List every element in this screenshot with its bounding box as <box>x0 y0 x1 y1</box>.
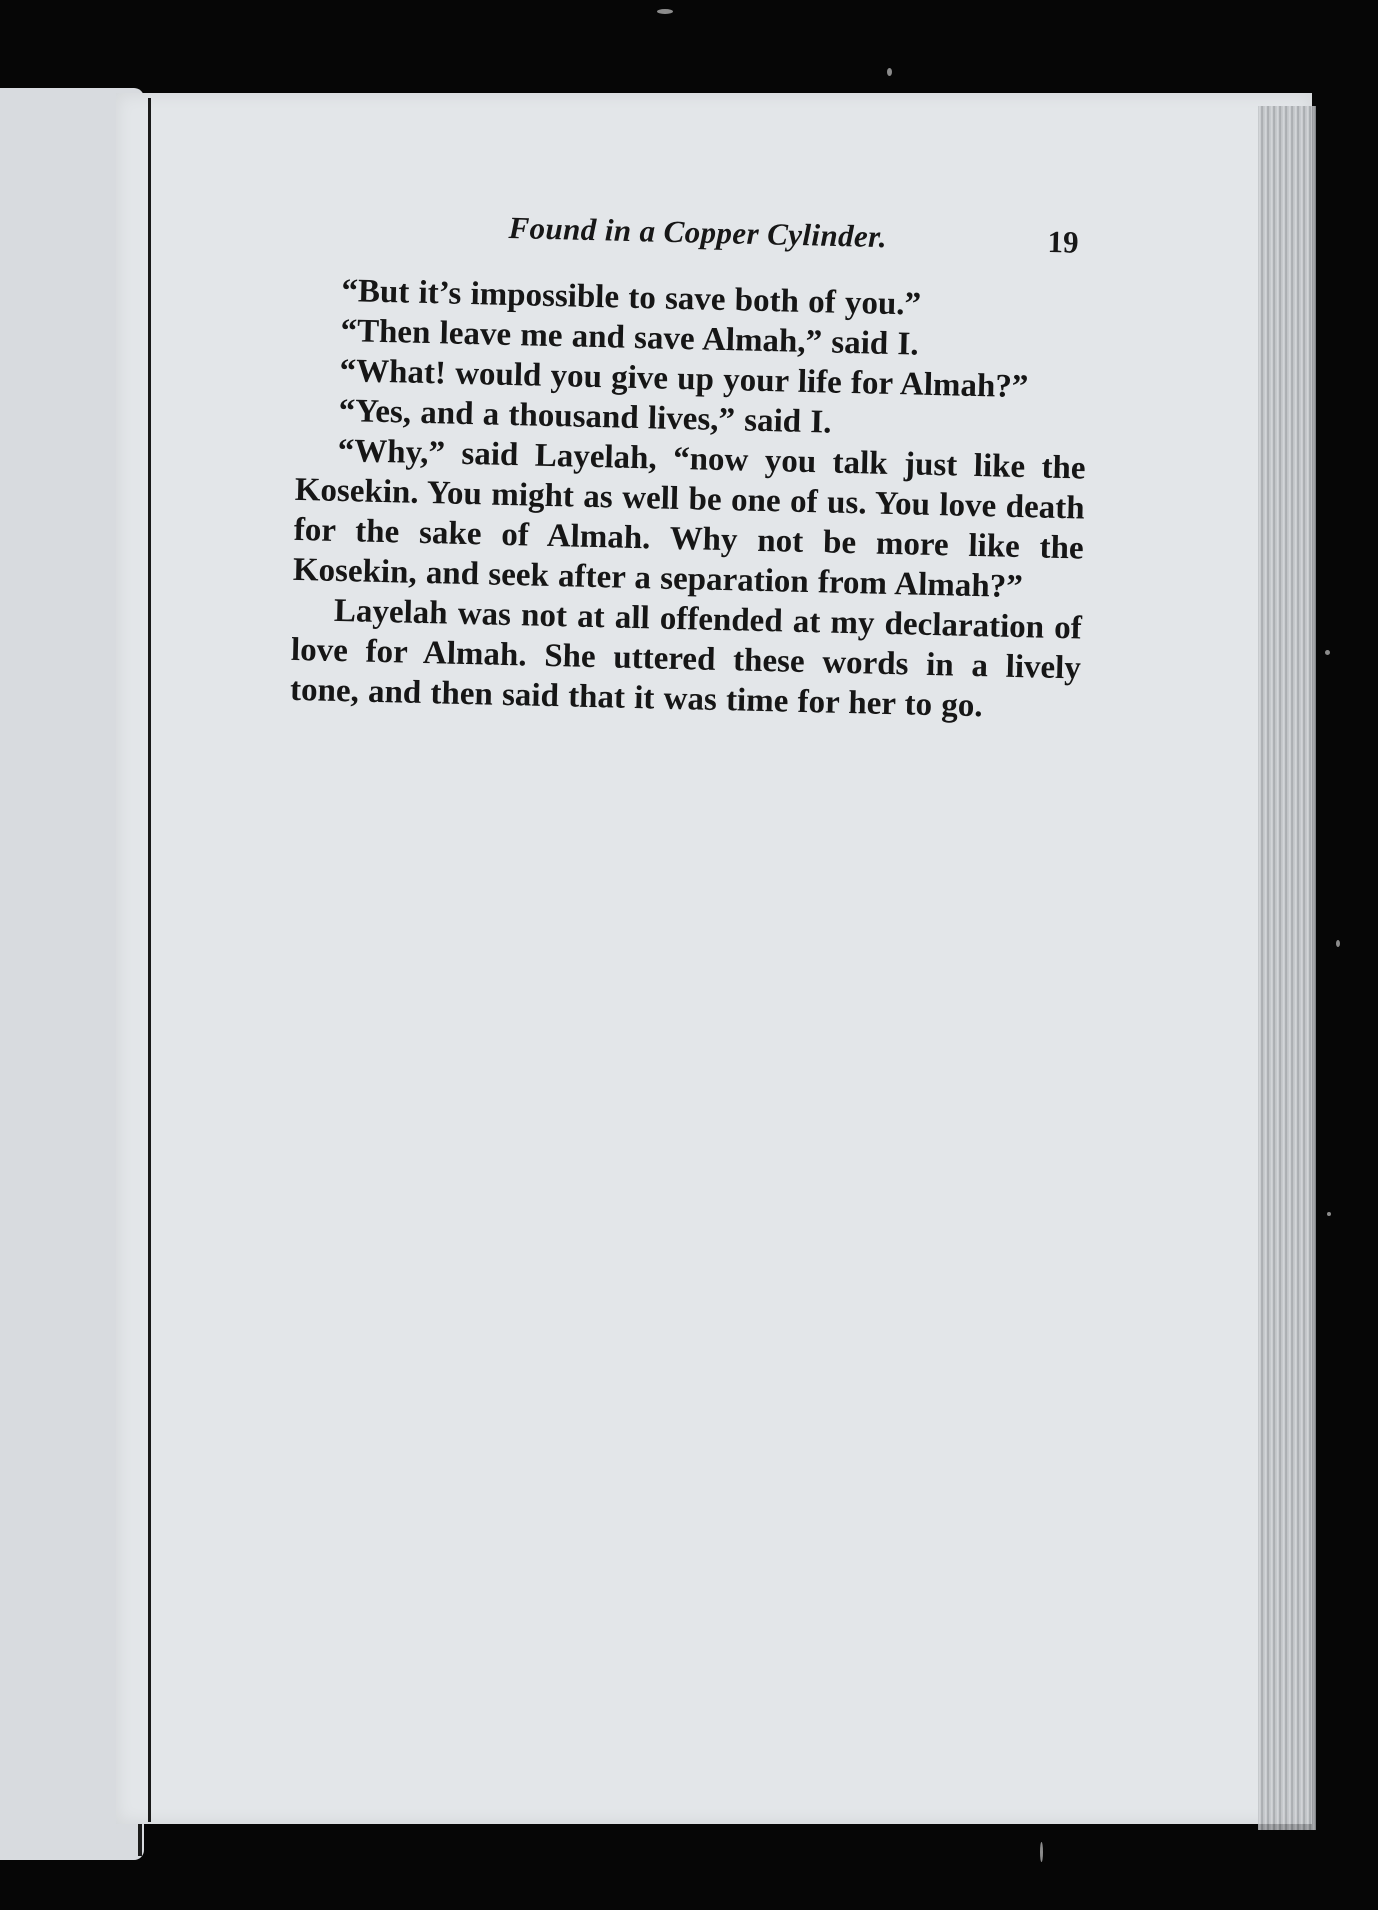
scan-speck <box>1325 650 1330 655</box>
scan-speck <box>657 9 673 14</box>
gutter-line <box>148 98 151 1822</box>
body-text <box>290 270 1090 728</box>
paragraph-5: “Why,” said Layelah, “now you talk just like the Kosekin. You might as well be one of us. You love death for the sake of Almah. Why not be more like the Kosekin, and seek after a separation from Almah?” <box>292 432 1086 606</box>
scan-speck <box>1336 940 1340 947</box>
page-stack-edge <box>1258 106 1316 1830</box>
scan-speck <box>1327 1212 1331 1216</box>
paragraph-3: “What! would you give up your life for Almah?” <box>339 352 1029 406</box>
paragraph-4: “Yes, and a thousand lives,” said I. <box>338 392 832 441</box>
scan-speck <box>1040 1842 1043 1862</box>
page-number: 19 <box>1047 224 1079 260</box>
paragraph-1: “But it’s impossible to save both of you.” <box>341 272 922 323</box>
paragraph-6: Layelah was not at all offended at my declaration of love for Almah. She uttered these words in a lively tone, and then said that it was time for her to go. <box>289 592 1083 725</box>
scan-speck <box>887 68 892 76</box>
paragraph-2: “Then leave me and save Almah,” said I. <box>340 312 919 363</box>
running-head: Found in a Copper Cylinder. <box>508 210 888 255</box>
